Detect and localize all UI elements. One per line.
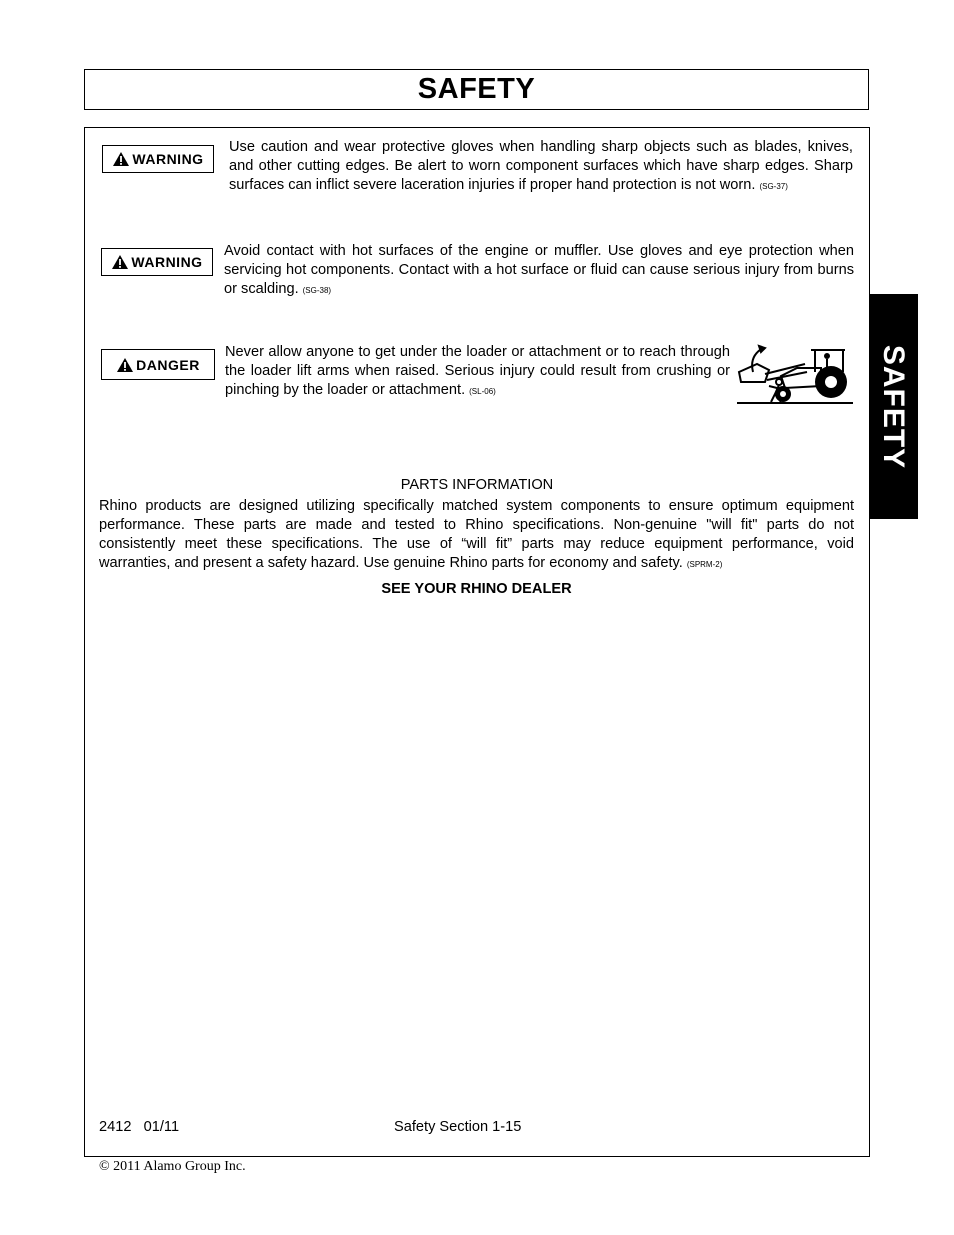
page-title: SAFETY xyxy=(417,73,536,105)
parts-text: Rhino products are designed utilizing specifically matched system components to ensure optimum equipment performance. These parts are made and tested to Rhino specifications. Non-genuine "will fit" parts do not consistently meet these specifications. The use of “will fit” parts may reduce equipment performance, void warranties, and present a safety hazard. Use genuine Rhino parts for economy and safety. xyxy=(99,498,854,571)
warning-code: (SG-38) xyxy=(302,286,332,295)
parts-paragraph xyxy=(99,497,854,574)
warning-text: Use caution and wear protective gloves when handling sharp objects such as blades, knives, and other cutting edges. Be alert to worn component surfaces which have sharp edges. Sharp surfaces can inflict severe laceration injuries if proper hand protection is not worn. xyxy=(229,139,853,193)
side-tab-label: SAFETY xyxy=(877,344,911,469)
parts-code: (SPRM-2) xyxy=(686,560,723,569)
warning-text-sg37 xyxy=(229,138,853,196)
danger-badge xyxy=(101,349,215,380)
warning-triangle-icon xyxy=(112,151,130,167)
page-header xyxy=(84,69,869,110)
warning-triangle-icon xyxy=(111,254,129,270)
copyright: © 2011 Alamo Group Inc. xyxy=(99,1159,246,1174)
danger-badge-label: DANGER xyxy=(136,356,200,373)
warning-text: Avoid contact with hot surfaces of the engine or muffler. Use gloves and eye protection when servicing hot components. Contact with a hot surface or fluid can cause serious injury from burns or scalding. xyxy=(224,243,854,297)
section-side-tab xyxy=(869,294,918,519)
danger-code: (SL-06) xyxy=(469,387,496,396)
footer-doc-number: 2412 01/11 xyxy=(99,1119,180,1135)
danger-text: Never allow anyone to get under the loader or attachment or to reach through the loader lift arms when raised. Serious injury could result from crushing or pinching by the loader or attachment. xyxy=(225,344,730,398)
dealer-notice: SEE YOUR RHINO DEALER xyxy=(381,581,572,597)
warning-badge-1 xyxy=(102,145,214,173)
parts-heading: PARTS INFORMATION xyxy=(400,477,554,493)
danger-text-sl06 xyxy=(225,343,730,401)
footer-section: Safety Section 1-15 xyxy=(394,1119,522,1135)
tractor-loader-illustration xyxy=(735,342,855,406)
warning-badge-label: WARNING xyxy=(131,254,203,270)
warning-text-sg38 xyxy=(224,242,854,300)
warning-triangle-icon xyxy=(116,357,134,373)
warning-badge-label: WARNING xyxy=(132,151,204,167)
warning-badge-2 xyxy=(101,248,213,276)
warning-code: (SG-37) xyxy=(759,182,788,191)
